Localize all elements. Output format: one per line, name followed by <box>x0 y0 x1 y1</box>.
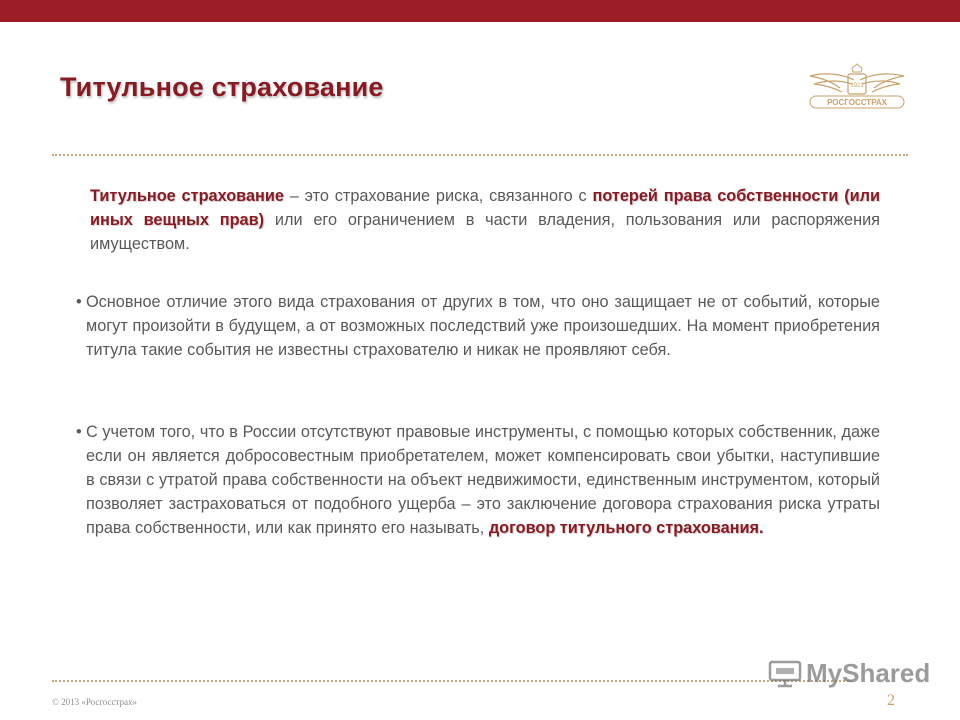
bullet-text: Основное отличие этого вида страхования от других в том, что оно защищает не от событий, которые могут произойти в будущем, а от возможных последствий уже произошедших. На момент приобретения титула такие события не известны страхователю и никак не проявляют себя. <box>86 293 880 359</box>
bottom-dotted-divider <box>52 680 852 682</box>
bullet-marker: • <box>76 293 82 311</box>
presentation-icon <box>768 660 802 688</box>
bullet-highlight: договор титульного страхования. <box>488 519 764 537</box>
watermark-text: MyShared <box>806 658 931 688</box>
definition-text-1: – это страхование риска, связанного с <box>283 187 593 205</box>
top-dotted-divider <box>52 154 908 156</box>
bullet-text: С учетом того, что в России отсутствуют правовые инструменты, с помощью которых собственник, даже если он является добросовестным приобретателем, может компенсировать свои убытки, наступившие в связи с утратой права собственности на объект недвижимости, единственным инструментом, который позволяет застраховаться от подобного ущерба – это заключение договора страхования риска утраты права собственности, или как принято его называть, <box>86 423 880 537</box>
definition-highlight: потерей права собственности (или иных вещных прав) <box>90 187 880 229</box>
bullet-item-2 <box>58 420 880 540</box>
definition-text-2: или его ограничением в части владения, пользования или распоряжения имуществом. <box>90 211 880 253</box>
bullet-marker: • <box>76 423 82 441</box>
bullet-text-wrap <box>86 420 880 540</box>
logo-text: РОСГОССТРАХ <box>827 98 887 107</box>
definition-paragraph <box>90 184 880 256</box>
definition-term: Титульное страхование <box>90 187 284 205</box>
top-accent-bar <box>0 0 960 22</box>
copyright: © 2013 «Росгосстрах» <box>52 697 138 707</box>
myshared-watermark <box>768 658 931 690</box>
rosgosstrakh-logo <box>806 62 908 114</box>
slide-title: Титульное страхование <box>60 72 384 102</box>
page-number: 2 <box>887 692 895 709</box>
bullet-item-1 <box>58 290 880 362</box>
logo-year: 1921 <box>850 83 864 89</box>
